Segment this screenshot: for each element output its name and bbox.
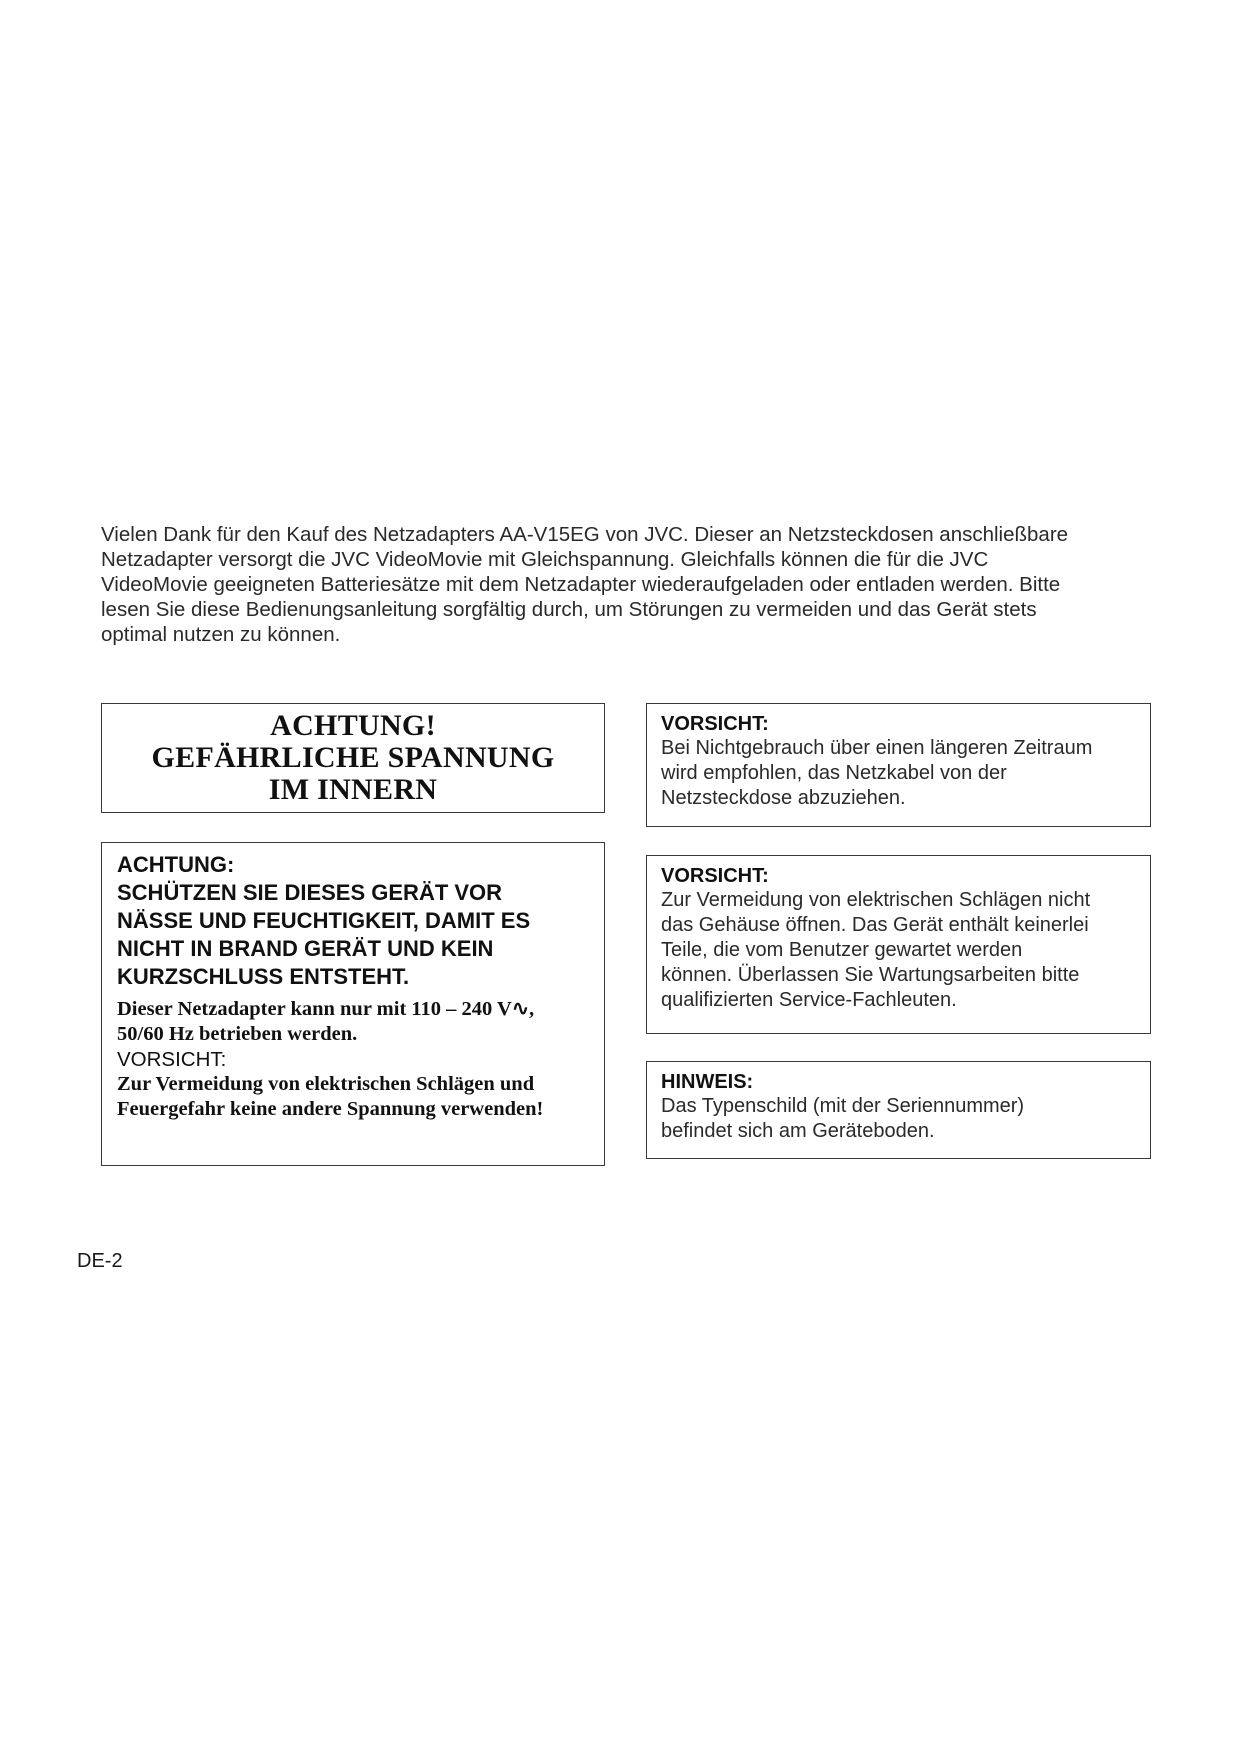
warning-line: NICHT IN BRAND GERÄT UND KEIN (117, 936, 494, 961)
box-heading: HINWEIS: (661, 1071, 754, 1093)
danger-title: ACHTUNG! (270, 709, 436, 742)
voltage-line: Dieser Netzadapter kann nur mit 110 – 240 V∿, (117, 998, 535, 1020)
box-heading: VORSICHT: (661, 865, 769, 887)
box-line: das Gehäuse öffnen. Das Gerät enthält keinerlei (661, 914, 1089, 936)
danger-line: IM INNERN (268, 773, 438, 806)
voltage-notice (117, 997, 590, 1047)
danger-voltage-box (101, 703, 605, 813)
box-line: Teile, die vom Benutzer gewartet werden (661, 939, 1023, 961)
box-line: qualifizierten Service-Fachleuten. (661, 989, 957, 1011)
caution-heading: VORSICHT: (117, 1048, 227, 1071)
box-heading: VORSICHT: (661, 713, 769, 735)
caution-text (117, 1072, 590, 1122)
page-number: DE-2 (77, 1250, 123, 1272)
box-line: befindet sich am Geräteboden. (661, 1120, 935, 1142)
warning-heading: ACHTUNG: (117, 852, 235, 877)
box-line: Bei Nichtgebrauch über einen längeren Zeitraum (661, 737, 1093, 759)
box-line: Netzsteckdose abzuziehen. (661, 787, 906, 809)
intro-line: Netzadapter versorgt die JVC VideoMovie mit Gleichspannung. Gleichfalls können die für die JVC (101, 548, 989, 571)
box-body (661, 888, 1136, 1013)
box-line: können. Überlassen Sie Wartungsarbeiten bitte (661, 964, 1080, 986)
danger-line: GEFÄHRLICHE SPANNUNG (151, 741, 555, 774)
warning-line: KURZSCHLUSS ENTSTEHT. (117, 964, 410, 989)
box-line: Zur Vermeidung von elektrischen Schlägen nicht (661, 889, 1091, 911)
caution-line: Feuergefahr keine andere Spannung verwenden! (117, 1098, 544, 1120)
caution-line: Zur Vermeidung von elektrischen Schlägen und (117, 1073, 535, 1095)
moisture-warning-box (101, 842, 605, 1166)
box-body (661, 1094, 1136, 1144)
note-nameplate-box (646, 1061, 1151, 1159)
warning-line: SCHÜTZEN SIE DIESES GERÄT VOR (117, 880, 503, 905)
box-body (661, 736, 1136, 811)
caution-unplug-box (646, 703, 1151, 827)
intro-line: VideoMovie geeigneten Batteriesätze mit dem Netzadapter wiederaufgeladen oder entladen werden. Bitte (101, 573, 1061, 596)
warning-body (117, 879, 590, 991)
intro-line: optimal nutzen zu können. (101, 623, 341, 646)
intro-line: Vielen Dank für den Kauf des Netzadapters AA-V15EG von JVC. Dieser an Netzsteckdosen anschließbare (101, 523, 1069, 546)
intro-line: lesen Sie diese Bedienungsanleitung sorgfältig durch, um Störungen zu vermeiden und das Gerät stets (101, 598, 1037, 621)
voltage-line: 50/60 Hz betrieben werden. (117, 1023, 358, 1045)
caution-housing-box (646, 855, 1151, 1034)
box-line: Das Typenschild (mit der Seriennummer) (661, 1095, 1025, 1117)
box-line: wird empfohlen, das Netzkabel von der (661, 762, 1007, 784)
warning-line: NÄSSE UND FEUCHTIGKEIT, DAMIT ES (117, 908, 531, 933)
intro-paragraph (101, 522, 1131, 647)
